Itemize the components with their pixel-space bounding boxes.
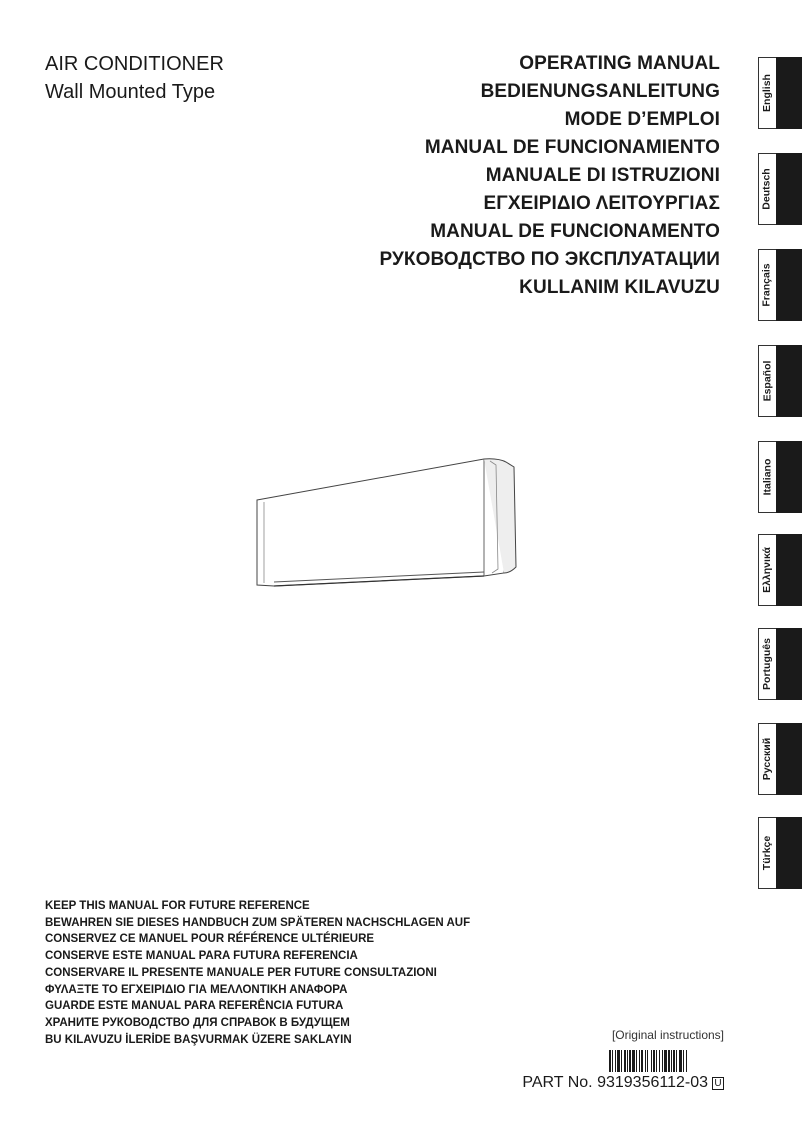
language-tab-espanol[interactable] <box>758 345 802 417</box>
language-tab-label: Русский <box>761 737 773 781</box>
manual-title: РУКОВОДСТВО ПО ЭКСПЛУАТАЦИИ <box>379 249 720 270</box>
barcode-bar <box>627 1050 628 1072</box>
language-tab-label: Español <box>761 360 773 402</box>
part-number-text: PART No. 9319356112-03 <box>522 1074 708 1091</box>
barcode-bar <box>647 1050 648 1072</box>
keep-note: ΦΥΛΑΞΤΕ ΤΟ ΕΓΧΕΙΡΙΔΙΟ ΓΙΑ ΜΕΛΛΟΝΤΙΚΗ ΑΝΑΦΟΡΑ <box>45 983 348 996</box>
barcode-bar <box>651 1050 652 1072</box>
original-instructions-note: [Original instructions] <box>611 1028 724 1042</box>
product-heading <box>45 50 224 106</box>
keep-note: CONSERVE ESTE MANUAL PARA FUTURA REFERENCIA <box>45 950 358 963</box>
manual-titles <box>379 50 720 302</box>
manual-title: KULLANIM KILAVUZU <box>519 277 720 298</box>
keep-note: CONSERVARE IL PRESENTE MANUALE PER FUTURE CONSULTAZIONI <box>45 966 437 979</box>
barcode-bar <box>676 1050 677 1072</box>
manual-title: MODE D’EMPLOI <box>564 109 720 130</box>
barcode-bar <box>659 1050 660 1072</box>
keep-note: GUARDE ESTE MANUAL PARA REFERÊNCIA FUTURA <box>45 1000 344 1013</box>
barcode-bar <box>686 1050 687 1072</box>
language-tab-label: Ελληνικά <box>761 547 774 593</box>
manual-title: MANUAL DE FUNCIONAMENTO <box>430 221 720 242</box>
barcode-bar <box>673 1050 675 1072</box>
barcode-bar <box>641 1050 643 1072</box>
barcode-bar <box>609 1050 611 1072</box>
barcode-bar <box>653 1050 655 1072</box>
barcode-bar <box>645 1050 646 1072</box>
barcode <box>609 1050 724 1072</box>
barcode-bar <box>636 1050 637 1072</box>
barcode-bar <box>629 1050 631 1072</box>
keep-note: ХРАНИТЕ РУКОВОДСТВО ДЛЯ СПРАВОК В БУДУЩЕМ <box>45 1016 350 1029</box>
air-conditioner-unit-illustration <box>252 455 522 590</box>
language-tab-portugues[interactable] <box>758 628 802 700</box>
keep-note: BEWAHREN SIE DIESES HANDBUCH ZUM SPÄTEREN NACHSCHLAGEN AUF <box>45 916 471 929</box>
barcode-bar <box>664 1050 667 1072</box>
keep-note: KEEP THIS MANUAL FOR FUTURE REFERENCE <box>45 900 310 912</box>
barcode-bar <box>621 1050 622 1072</box>
barcode-bar <box>615 1050 616 1072</box>
language-tab-label: Français <box>761 263 774 307</box>
keep-manual-notes <box>45 898 470 1048</box>
barcode-bar <box>668 1050 670 1072</box>
manual-title: BEDIENUNGSANLEITUNG <box>480 81 720 102</box>
language-tab-label: Deutsch <box>761 168 773 210</box>
barcode-bar <box>632 1050 635 1072</box>
manual-title: MANUAL DE FUNCIONAMIENTO <box>424 137 720 158</box>
barcode-bar <box>639 1050 640 1072</box>
language-tab-label: Türkçe <box>761 835 773 871</box>
language-tab-francais[interactable] <box>758 249 802 321</box>
barcode-bar <box>617 1050 620 1072</box>
language-tab-label: Italiano <box>761 458 774 496</box>
language-tab-greek[interactable] <box>758 534 802 606</box>
manual-title: ΕΓΧΕΙΡΙΔΙΟ ΛΕΙΤΟΥΡΓΙΑΣ <box>483 193 720 214</box>
barcode-bar <box>662 1050 663 1072</box>
part-number <box>522 1074 724 1092</box>
manual-title: OPERATING MANUAL <box>519 53 720 74</box>
language-tab-label: English <box>761 74 774 112</box>
product-type: AIR CONDITIONER <box>45 53 224 75</box>
language-tab-russian[interactable] <box>758 723 802 795</box>
language-tab-deutsch[interactable] <box>758 153 802 225</box>
barcode-bar <box>612 1050 613 1072</box>
language-tab-label: Português <box>761 638 774 690</box>
barcode-bar <box>671 1050 672 1072</box>
barcode-bar <box>656 1050 657 1072</box>
keep-note: CONSERVEZ CE MANUEL POUR RÉFÉRENCE ULTÉRIEURE <box>45 933 375 946</box>
language-tab-italiano[interactable] <box>758 441 802 513</box>
keep-note: BU KILAVUZU İLERİDE BAŞVURMAK ÜZERE SAKLAYIN <box>45 1033 352 1046</box>
barcode-bar <box>679 1050 682 1072</box>
language-tab-english[interactable] <box>758 57 802 129</box>
language-tab-turkce[interactable] <box>758 817 802 889</box>
barcode-bar <box>683 1050 684 1072</box>
product-subtype: Wall Mounted Type <box>45 81 216 103</box>
u-mark-icon: U <box>712 1077 724 1090</box>
barcode-bar <box>624 1050 626 1072</box>
manual-title: MANUALE DI ISTRUZIONI <box>485 165 720 186</box>
